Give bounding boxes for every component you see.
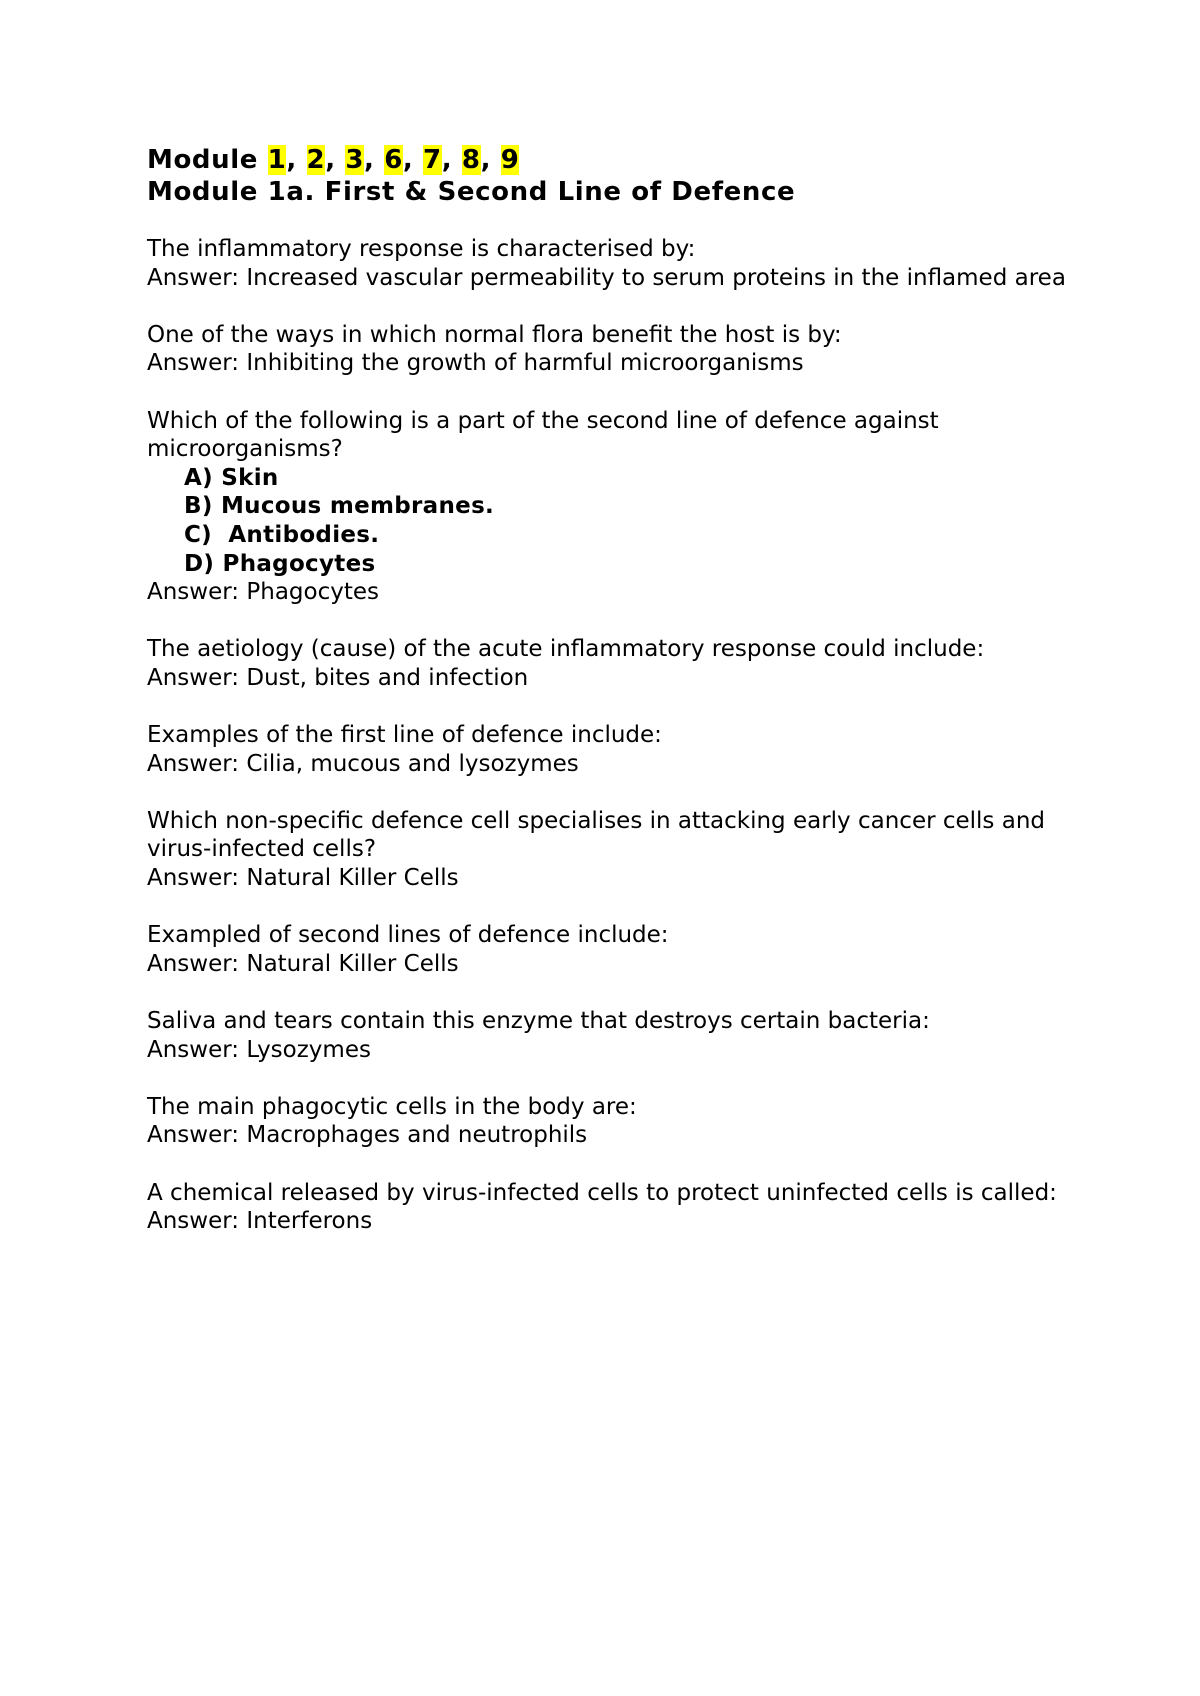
qa-item	[147, 635, 1067, 692]
qa-item	[147, 1093, 1067, 1150]
section-title: Module 1a. First & Second Line of Defence	[147, 177, 796, 207]
qa-item	[147, 1179, 1067, 1236]
option-letter: B)	[184, 493, 213, 520]
qa-item	[147, 921, 1067, 978]
answer-text: Answer: Macrophages and neutrophils	[147, 1122, 588, 1149]
option-letter: C)	[184, 521, 212, 548]
separator: ,	[441, 145, 462, 175]
option-list	[147, 464, 1067, 578]
question-text: The inflammatory response is characterised by:	[147, 236, 696, 262]
option-item	[184, 464, 1067, 493]
question-text: Examples of the first line of defence include:	[147, 722, 662, 749]
module-prefix: Module	[147, 145, 268, 175]
qa-item	[147, 235, 1067, 292]
question-text: One of the ways in which normal flora benefit the host is by:	[147, 321, 842, 348]
question-text: A chemical released by virus-infected cells to protect uninfected cells is called:	[147, 1179, 1057, 1206]
answer-text: Answer: Inhibiting the growth of harmful microorganisms	[147, 350, 804, 377]
answer-text: Answer: Lysozymes	[147, 1036, 371, 1063]
answer-text: Answer: Natural Killer Cells	[147, 950, 459, 977]
qa-item	[147, 807, 1067, 893]
option-text: Mucous membranes.	[220, 493, 495, 520]
option-text: Skin	[221, 464, 279, 491]
answer-text: Answer: Cilia, mucous and lysozymes	[147, 750, 579, 777]
option-text: Antibodies.	[228, 521, 380, 548]
question-text: Exampled of second lines of defence include:	[147, 922, 669, 949]
question-text: The main phagocytic cells in the body are:	[147, 1093, 637, 1120]
module-number: 2	[306, 145, 326, 175]
option-item	[184, 521, 1067, 550]
qa-item	[147, 321, 1067, 378]
qa-list	[147, 235, 1067, 1236]
module-number: 9	[500, 145, 520, 175]
answer-text: Answer: Natural Killer Cells	[147, 865, 459, 892]
answer-text: Answer: Dust, bites and infection	[147, 664, 529, 691]
qa-item	[147, 721, 1067, 778]
question-text: Saliva and tears contain this enzyme that destroys certain bacteria:	[147, 1008, 930, 1035]
answer-text: Answer: Phagocytes	[147, 579, 379, 606]
module-number: 7	[423, 145, 442, 175]
qa-item	[147, 1007, 1067, 1064]
separator: ,	[325, 145, 346, 175]
separator: ,	[364, 145, 385, 175]
qa-item	[147, 407, 1067, 607]
option-letter: D)	[184, 550, 215, 577]
question-text: Which non-specific defence cell specialises in attacking early cancer cells and virus-infected cells?	[147, 807, 1045, 863]
document-page	[147, 144, 1067, 1264]
separator: ,	[480, 145, 501, 175]
module-list-heading	[147, 144, 1067, 176]
module-number: 8	[461, 145, 481, 175]
option-letter: A)	[184, 464, 213, 491]
separator: ,	[402, 145, 424, 175]
separator: ,	[286, 145, 307, 175]
answer-text: Answer: Interferons	[147, 1208, 373, 1235]
option-item	[184, 550, 1067, 579]
option-text: Phagocytes	[222, 550, 376, 577]
module-number: 1	[267, 145, 287, 175]
option-item	[184, 492, 1067, 521]
question-text: Which of the following is a part of the second line of defence against microorganisms?	[147, 407, 939, 463]
answer-text: Answer: Increased vascular permeability to serum proteins in the inflamed area	[147, 264, 1066, 291]
module-number: 6	[384, 145, 403, 175]
module-number: 3	[345, 145, 365, 175]
question-text: The aetiology (cause) of the acute inflammatory response could include:	[147, 636, 985, 663]
